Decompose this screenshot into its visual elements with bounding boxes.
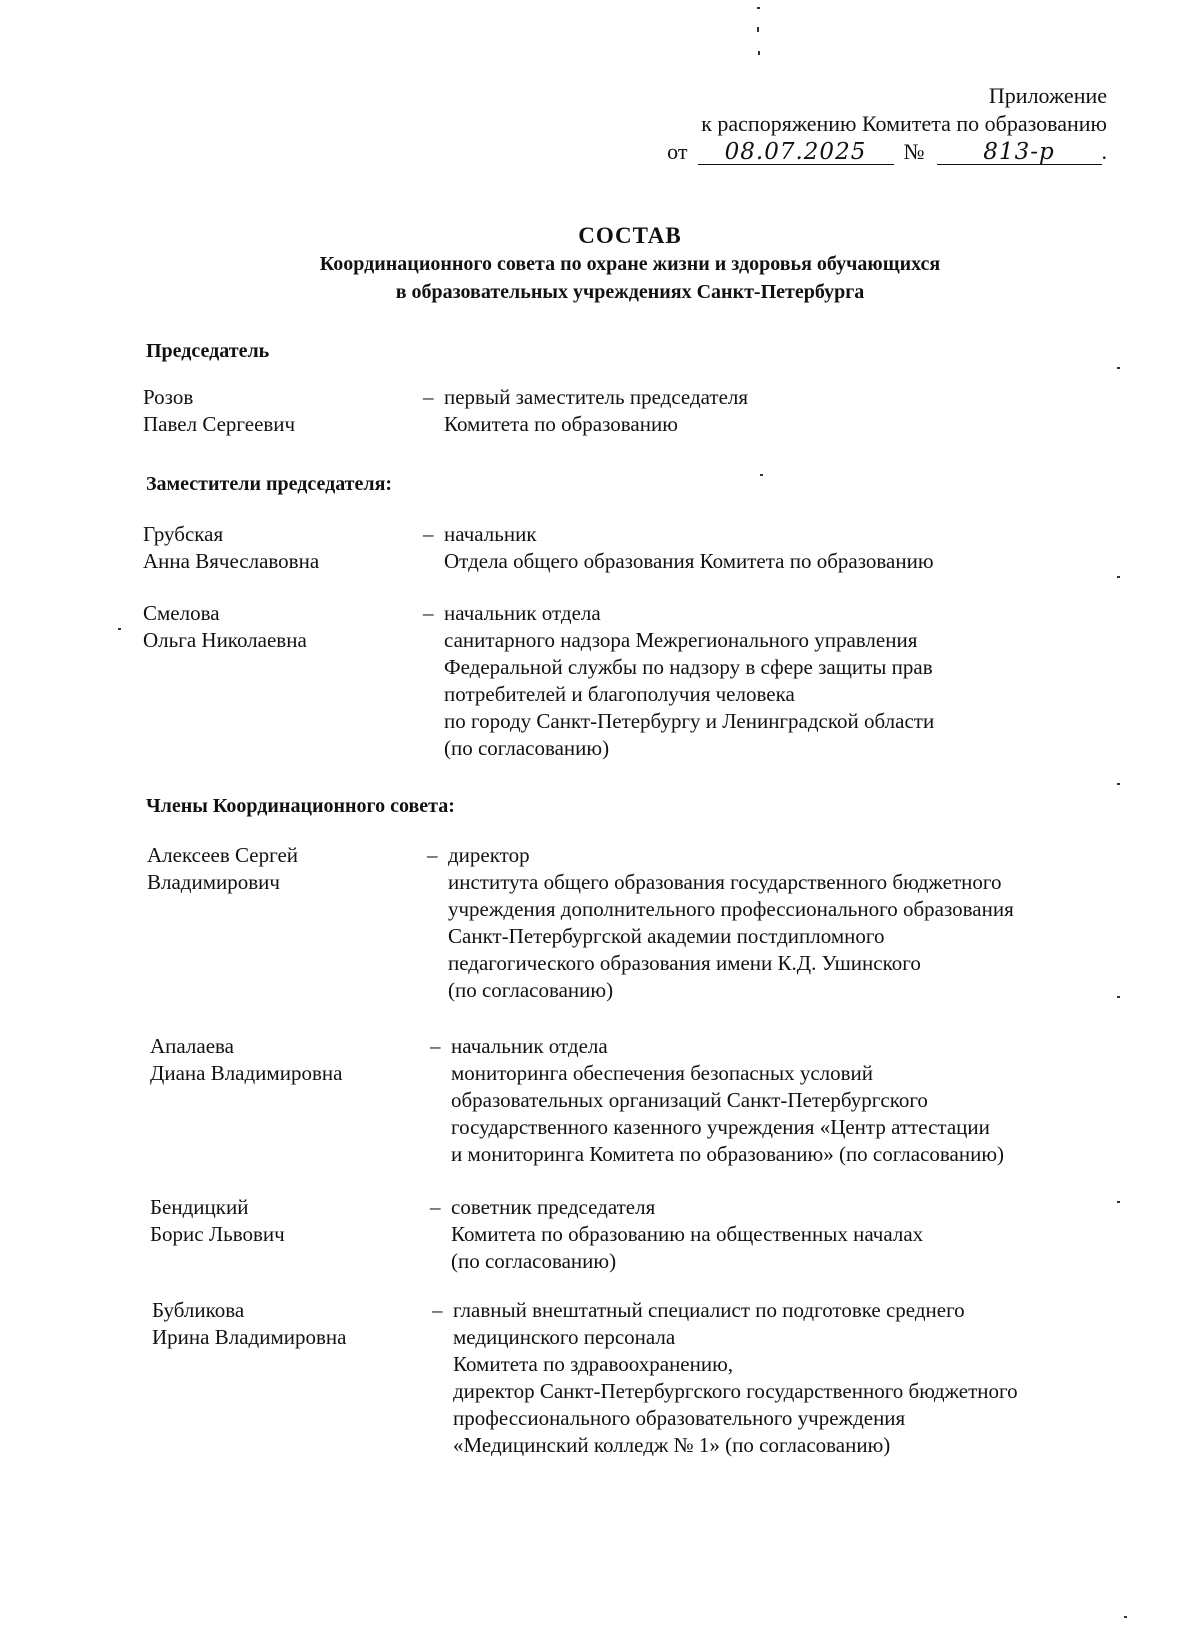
member-role-line: директор Санкт-Петербургского государственного бюджетного <box>453 1379 1018 1403</box>
member-role-line: (по согласованию) <box>451 1249 617 1273</box>
scan-speck <box>1117 367 1120 369</box>
member-name <box>147 842 427 1004</box>
member-role-line: по городу Санкт-Петербургу и Ленинградской области <box>444 709 935 733</box>
member-name <box>152 1297 432 1459</box>
member-role-line: Комитета по образованию на общественных началах <box>451 1222 924 1246</box>
member-name-line: Грубская <box>143 522 224 546</box>
appendix-title: Приложение <box>988 83 1107 108</box>
scan-speck <box>1117 783 1120 785</box>
member-role <box>444 521 1124 575</box>
scan-speck <box>1117 576 1120 578</box>
member-role-line: начальник отдела <box>444 601 601 625</box>
member-name-line: Ольга Николаевна <box>143 628 307 652</box>
member-name <box>143 384 423 438</box>
member-role-line: Комитета по здравоохранению, <box>453 1352 734 1376</box>
member-role-line: профессионального образовательного учреждения <box>453 1406 906 1430</box>
scan-speck <box>757 7 760 9</box>
member-name-line: Бендицкий <box>150 1195 249 1219</box>
member-name-line: Диана Владимировна <box>150 1061 343 1085</box>
member-role <box>451 1194 1131 1275</box>
member-role-line: потребителей и благополучия человека <box>444 682 795 706</box>
member-role-line: первый заместитель председателя <box>444 385 749 409</box>
member-role-line: санитарного надзора Межрегионального управления <box>444 628 918 652</box>
appendix-block <box>667 82 1107 166</box>
member-name-line: Анна Вячеславовна <box>143 549 320 573</box>
member-role-line: советник председателя <box>451 1195 656 1219</box>
scan-speck <box>1117 996 1120 998</box>
member-role <box>453 1297 1133 1459</box>
member-role-line: и мониторинга Комитета по образованию» (по согласованию) <box>451 1142 1005 1166</box>
member-name <box>143 521 423 575</box>
member-role-line: директор <box>448 843 530 867</box>
member-name <box>143 600 423 762</box>
member-dash: – <box>427 843 438 867</box>
member-dash: – <box>430 1195 441 1219</box>
order-number: 813-р <box>937 140 1102 165</box>
member-name-line: Розов <box>143 385 194 409</box>
member-role <box>444 600 1124 762</box>
member-name-line: Апалаева <box>150 1034 234 1058</box>
member-name <box>150 1194 430 1275</box>
member-role-line: педагогического образования имени К.Д. Ушинского <box>448 951 921 975</box>
member-name <box>150 1033 430 1168</box>
order-date: 08.07.2025 <box>698 140 894 165</box>
section-deputies-heading: Заместители председателя: <box>146 473 393 495</box>
document-title <box>0 222 1200 306</box>
member-role-line: учреждения дополнительного профессионального образования <box>448 897 1014 921</box>
member-role-line: медицинского персонала <box>453 1325 676 1349</box>
member-name-line: Владимирович <box>147 870 280 894</box>
member-dash: – <box>423 601 434 625</box>
member-row <box>143 600 1124 762</box>
member-role-line: образовательных организаций Санкт-Петербургского <box>451 1088 928 1112</box>
member-row <box>143 384 1124 438</box>
member-dash: – <box>432 1298 443 1322</box>
member-role-line: Санкт-Петербургской академии постдипломного <box>448 924 885 948</box>
member-role-line: «Медицинский колледж № 1» (по согласованию) <box>453 1433 891 1457</box>
member-role-line: (по согласованию) <box>444 736 610 760</box>
member-row <box>152 1297 1133 1459</box>
member-role-line: главный внештатный специалист по подготовке среднего <box>453 1298 965 1322</box>
scan-speck <box>757 27 759 32</box>
appendix-number-line <box>667 138 1107 166</box>
number-label: № <box>903 139 925 164</box>
scan-speck <box>760 474 763 476</box>
member-role-line: государственного казенного учреждения «Центр аттестации <box>451 1115 990 1139</box>
title-heading: СОСТАВ <box>578 223 682 248</box>
member-name-line: Ирина Владимировна <box>152 1325 347 1349</box>
member-role <box>448 842 1128 1004</box>
title-subheading-1: Координационного совета по охране жизни и здоровья обучающихся <box>319 253 941 275</box>
scan-speck <box>118 628 121 630</box>
member-name-line: Борис Львович <box>150 1222 285 1246</box>
member-role <box>451 1033 1131 1168</box>
section-chair-heading: Председатель <box>146 340 270 362</box>
member-row <box>150 1033 1131 1168</box>
member-role-line: начальник <box>444 522 537 546</box>
member-row <box>143 521 1124 575</box>
member-name-line: Бубликова <box>152 1298 245 1322</box>
trailing-dot: . <box>1101 139 1107 164</box>
member-role-line: Федеральной службы по надзору в сфере защиты прав <box>444 655 933 679</box>
member-name-line: Павел Сергеевич <box>143 412 296 436</box>
section-members-heading: Члены Координационного совета: <box>146 795 455 817</box>
member-row <box>147 842 1128 1004</box>
member-role-line: Отдела общего образования Комитета по образованию <box>444 549 934 573</box>
scan-speck <box>1124 1616 1127 1618</box>
scan-speck <box>1117 1201 1120 1203</box>
member-role-line: института общего образования государственного бюджетного <box>448 870 1002 894</box>
appendix-reference: к распоряжению Комитета по образованию <box>701 111 1107 136</box>
member-role-line: Комитета по образованию <box>444 412 678 436</box>
member-role <box>444 384 1124 438</box>
scan-speck <box>758 51 760 55</box>
member-dash: – <box>423 385 434 409</box>
member-role-line: начальник отдела <box>451 1034 608 1058</box>
from-label: от <box>667 139 688 164</box>
member-row <box>150 1194 1131 1275</box>
member-role-line: мониторинга обеспечения безопасных условий <box>451 1061 874 1085</box>
member-role-line: (по согласованию) <box>448 978 614 1002</box>
member-dash: – <box>430 1034 441 1058</box>
member-name-line: Смелова <box>143 601 220 625</box>
title-subheading-2: в образовательных учреждениях Санкт-Петербурга <box>395 281 865 303</box>
member-dash: – <box>423 522 434 546</box>
member-name-line: Алексеев Сергей <box>147 843 299 867</box>
